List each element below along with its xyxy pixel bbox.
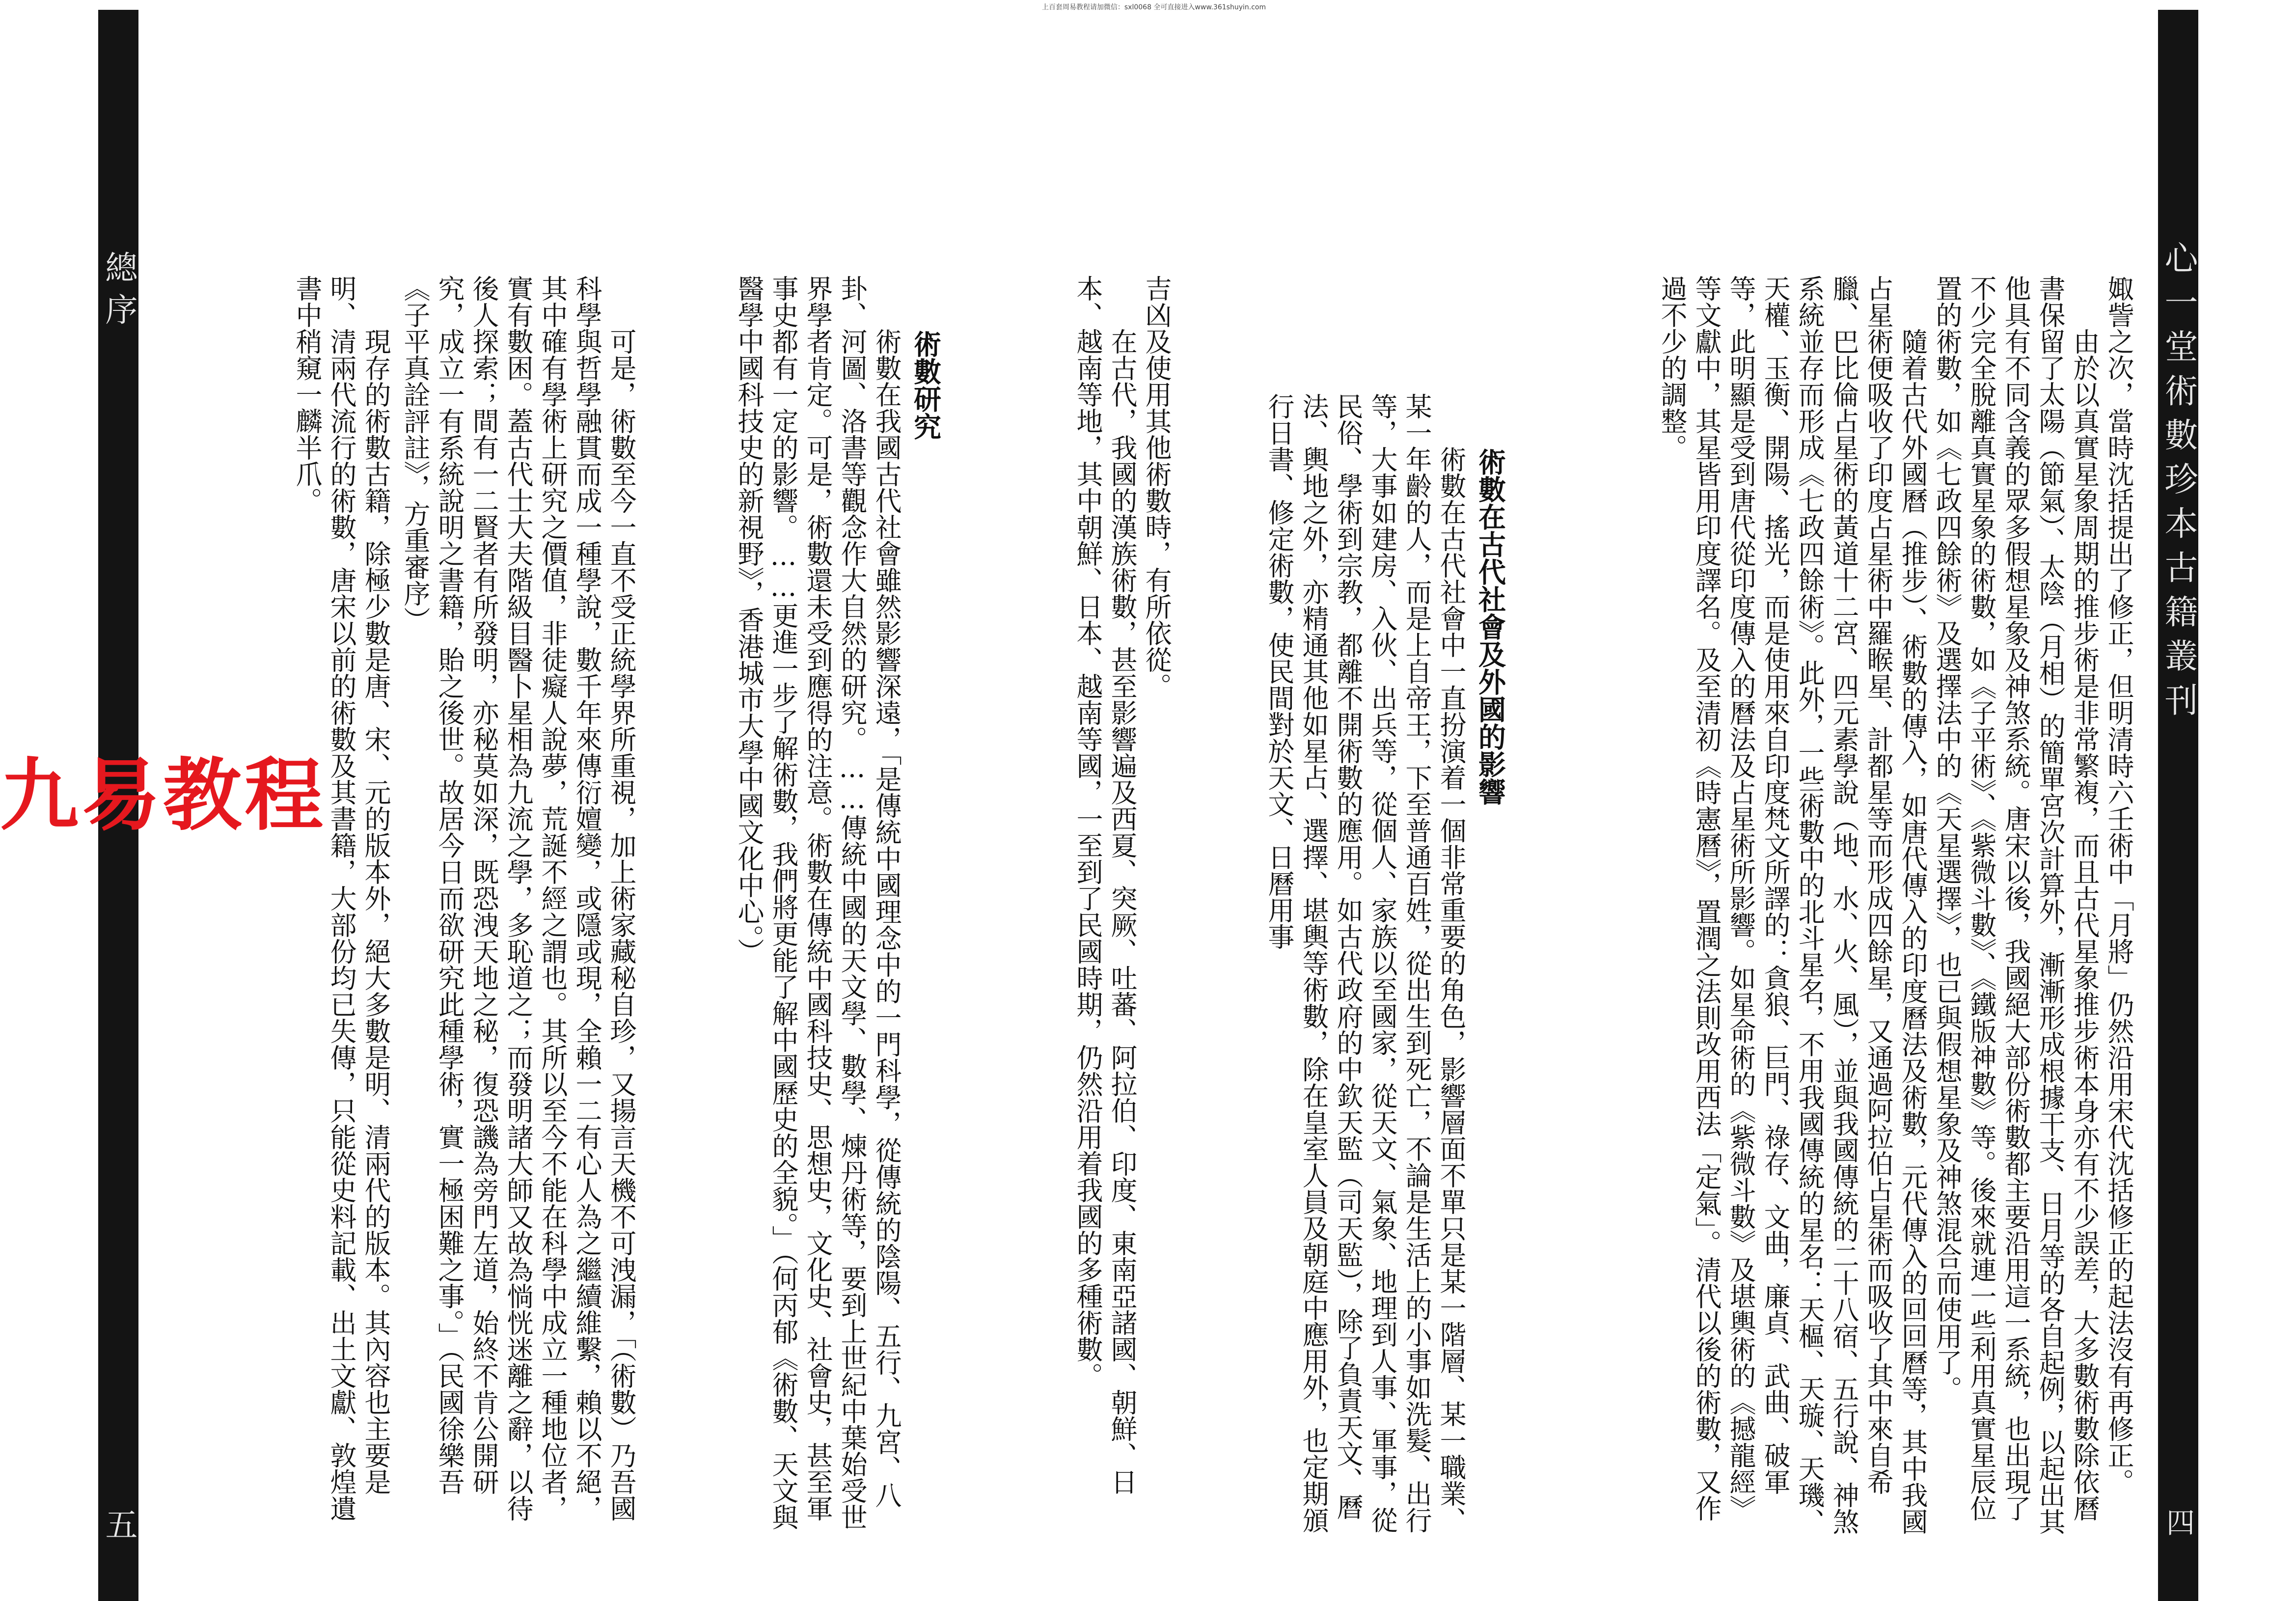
left-page-intro [967,275,1174,1542]
section-title: 總序 [100,250,137,335]
right-spine [2158,10,2198,1601]
paragraph: 娵訾之次，當時沈括提出了修正，但明清時六壬術中「月將」仍然沿用宋代沈括修正的起法沒有再修正。 [2104,275,2134,1495]
watermark-logo: 九易教程 [0,749,327,841]
paragraph: 可是，術數至今一直不受正統學界所重視，加上術家藏秘自珍，又揚言天機不可洩漏，「（術數）乃吾國科學與哲學融貫而成一種學說，數千年來傳衍嬗變，或隱或現，全賴一二有心人為之繼續維繫，賴以不絕，其中確有學術上研究之價值，非徒癡人說夢，荒誕不經之謂也。其所以至今不能在科學中成立一種地位者，實有數困。蓋古代士大夫階級目醫卜星相為九流之學，多恥道之；而發明諸大師又故為惝恍迷離之辭，以待後人探索；間有一二賢者有所發明，亦秘莫如深，既恐洩天地之秘，復恐譏為旁門左道，始終不肯公開研究，成立一有系統說明之書籍，貽之後世。故居今日而欲研究此種學術，實一極困難之事。」（民國徐樂吾《子平真詮評註》，方重審序） [400,275,637,1521]
series-title: 心一堂術數珍本古籍叢刊 [2159,241,2198,727]
section-heading: 術數在古代社會及外國的影響 [1474,448,1506,805]
paragraph: 術數在古代社會中一直扮演着一個非常重要的角色，影響層面不單只是某一階層、某一職業、某一年齡的人，而是上自帝王，下至普通百姓，從出生到死亡，不論是生活上的小事如洗髮、出行等，大事如建房、入伙、出兵等，從個人、家族以至國家，從天文、氣象、地理到人事、軍事，從民俗、學術到宗教，都離不開術數的應用。如古代政府的中欽天監（司天監），除了負責天文、曆法、輿地之外，亦精通其他如星占、選擇、堪輿等術數，除在皇室人員及朝庭中應用外，也定期頒行日書、修定術數，使民間對於天文、日曆用事 [1264,393,1467,1533]
right-page-section [1232,393,1507,1542]
paragraph: 在古代，我國的漢族術數，甚至影響遍及西夏、突厥、吐蕃、阿拉伯、印度、東南亞諸國、朝鮮、日本、越南等地，其中朝鮮、日本、越南等國，一至到了民國時期，仍然沿用着我國的多種術數。 [1072,275,1138,1495]
left-page-closing [275,275,393,1542]
left-page-research [648,275,943,1542]
section-heading: 術數研究 [909,330,942,440]
page-number-left: 五 [100,1508,137,1540]
page-number-right: 四 [2161,1508,2195,1536]
top-note: 上百套周易教程请加微信：sxl0068 全可直接进入www.361shuyin.com [1041,3,1266,11]
left-page-research-2 [393,275,638,1542]
paragraph: 吉凶及使用其他術數時，有所依從。 [1141,275,1172,699]
right-page-body [1527,275,2136,1542]
paragraph: 隨着古代外國曆（推步）、術數的傳入，如唐代傳入的印度曆法及術數，元代傳入的回回曆等，其中我國占星術便吸收了印度占星術中羅睺星、計都星等而形成四餘星，又通過阿拉伯占星術而吸收了其中來自希臘、巴比倫占星術的黃道十二宮、四元素學說（地、水、火、風），並與我國傳統的二十八宿、五行說、神煞系統並存而形成《七政四餘術》。此外，一些術數中的北斗星名，不用我國傳統的星名：天樞、天璇、天璣、天權、玉衡、開陽、搖光，而是使用來自印度梵文所譯的：貪狼、巨門、祿存、文曲，廉貞、武曲、破軍等，此明顯是受到唐代從印度傳入的曆法及占星術所影響。如星命術的《紫微斗數》及堪輿術的《撼龍經》等文獻中，其星皆用印度譯名。及至清初《時憲曆》，置潤之法則改用西法「定氣」。清代以後的術數，又作過不少的調整。 [1657,275,1928,1535]
paragraph: 術數在我國古代社會雖然影響深遠，「是傳統中國理念中的一門科學，從傳統的陰陽、五行、九宮、八卦、河圖、洛書等觀念作大自然的研究。……傳統中國的天文學、數學、煉丹術等，要到上世紀中葉始受世界學者肯定。可是，術數還未受到應得的注意。術數在傳統中國科技史、思想史，文化史、社會史，甚至軍事史都有一定的影響。……更進一步了解術數，我們將更能了解中國歷史的全貌。」（何丙郁《術數、天文與醫學中國科技史的新視野》，香港城市大學中國文化中心。） [734,275,902,1530]
paragraph: 由於以真實星象周期的推步術是非常繁複，而且古代星象推步術本身亦有不少誤差，大多數術數除依曆書保留了太陽（節氣）、太陰（月相）的簡單宮次計算外，漸漸形成根據干支、日月等的各自起例，以起出其他具有不同含義的眾多假想星象及神煞系統。唐宋以後，我國絕大部份術數都主要沿用這一系統，也出現了不少完全脫離真實星象的術數，如《子平術》、《紫微斗數》、《鐵版神數》等。後來就連一些利用真實星辰位置的術數，如《七政四餘術》及選擇法中的《天星選擇》，也已與假想星象及神煞混合而使用了。 [1932,275,2100,1535]
paragraph: 現存的術數古籍，除極少數是唐、宋、元的版本外，絕大多數是明、清兩代的版本。其內容也主要是明、清兩代流行的術數，唐宋以前的術數及其書籍，大部份均已失傳，只能從史料記載、出土文獻、敦煌遺書中稍窺一麟半爪。 [292,275,391,1521]
